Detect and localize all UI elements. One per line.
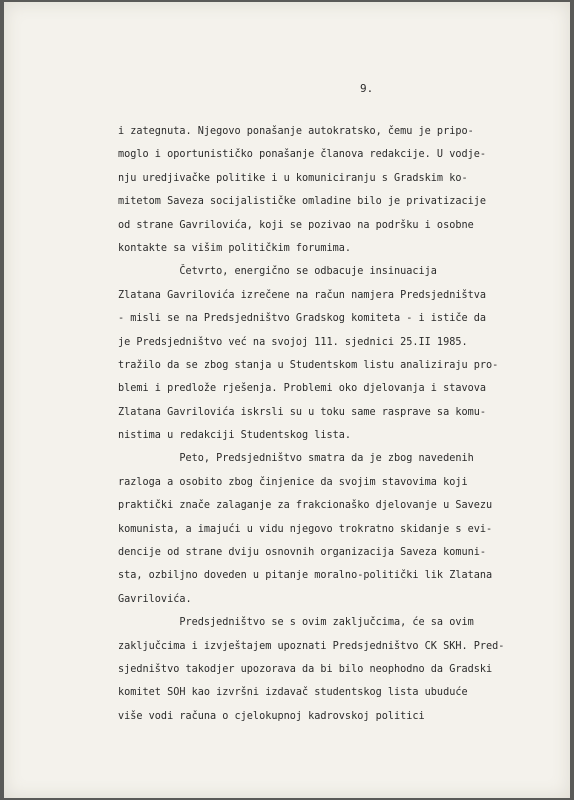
text-line: komitet SOH kao izvršni izdavač studentskog lista ubuduće bbox=[118, 687, 468, 699]
text-line: nju uredjivačke politike i u komuniciranju s Gradskim ko- bbox=[118, 172, 468, 184]
text-line: i zategnuta. Njegovo ponašanje autokratsko, čemu je pripo- bbox=[118, 126, 474, 137]
text-line: kontakte sa višim političkim forumima. bbox=[118, 242, 352, 254]
document-body bbox=[118, 120, 538, 728]
text-line: sjedništvo takodjer upozorava da bi bilo neophodno da Gradski bbox=[118, 663, 493, 675]
paragraph bbox=[118, 260, 538, 447]
text-line: praktički znače zalaganje za frakcionaško djelovanje u Savezu bbox=[118, 500, 493, 512]
text-line: zaključcima i izvještajem upoznati Predsjedništvo CK SKH. Pred- bbox=[118, 640, 505, 652]
text-line: tražilo da se zbog stanja u Studentskom listu analiziraju pro- bbox=[118, 359, 499, 371]
text-line: razloga a osobito zbog činjenice da svojim stavovima koji bbox=[118, 476, 468, 488]
paragraph bbox=[118, 120, 538, 260]
text-line: Gavrilovića. bbox=[118, 593, 192, 605]
paragraph bbox=[118, 447, 538, 611]
text-line: je Predsjedništvo već na svojoj 111. sjednici 25.II 1985. bbox=[118, 336, 468, 348]
text-line: dencije od strane dviju osnovnih organizacija Saveza komuni- bbox=[118, 547, 487, 559]
text-line: Zlatana Gavrilovića iskrsli su u toku same rasprave sa komu- bbox=[118, 406, 487, 418]
text-line: nistima u redakciji Studentskog lista. bbox=[118, 430, 352, 442]
text-line: Peto, Predsjedništvo smatra da je zbog navedenih bbox=[118, 453, 474, 465]
paragraph bbox=[118, 611, 538, 728]
text-line: - misli se na Predsjedništvo Gradskog komiteta - i ističe da bbox=[118, 313, 487, 325]
text-line: komunista, a imajući u vidu njegovo trokratno skidanje s evi- bbox=[118, 523, 493, 535]
page-number: 9. bbox=[360, 82, 374, 95]
document-page bbox=[4, 2, 570, 798]
text-line: Predsjedništvo se s ovim zaključcima, će sa ovim bbox=[118, 617, 474, 629]
text-line: mitetom Saveza socijalističke omladine bilo je privatizacije bbox=[118, 196, 487, 208]
text-line: više vodi računa o cjelokupnoj kadrovskoj politici bbox=[118, 710, 425, 722]
text-line: Četvrto, energično se odbacuje insinuacija bbox=[118, 266, 437, 278]
text-line: od strane Gavrilovića, koji se pozivao na podršku i osobne bbox=[118, 219, 474, 231]
text-line: sta, ozbiljno doveden u pitanje moralno-politički lik Zlatana bbox=[118, 570, 493, 582]
text-line: Zlatana Gavrilovića izrečene na račun namjera Predsjedništva bbox=[118, 289, 487, 301]
text-line: moglo i oportunističko ponašanje članova redakcije. U vodje- bbox=[118, 149, 487, 161]
text-line: blemi i predlože rješenja. Problemi oko djelovanja i stavova bbox=[118, 383, 487, 395]
